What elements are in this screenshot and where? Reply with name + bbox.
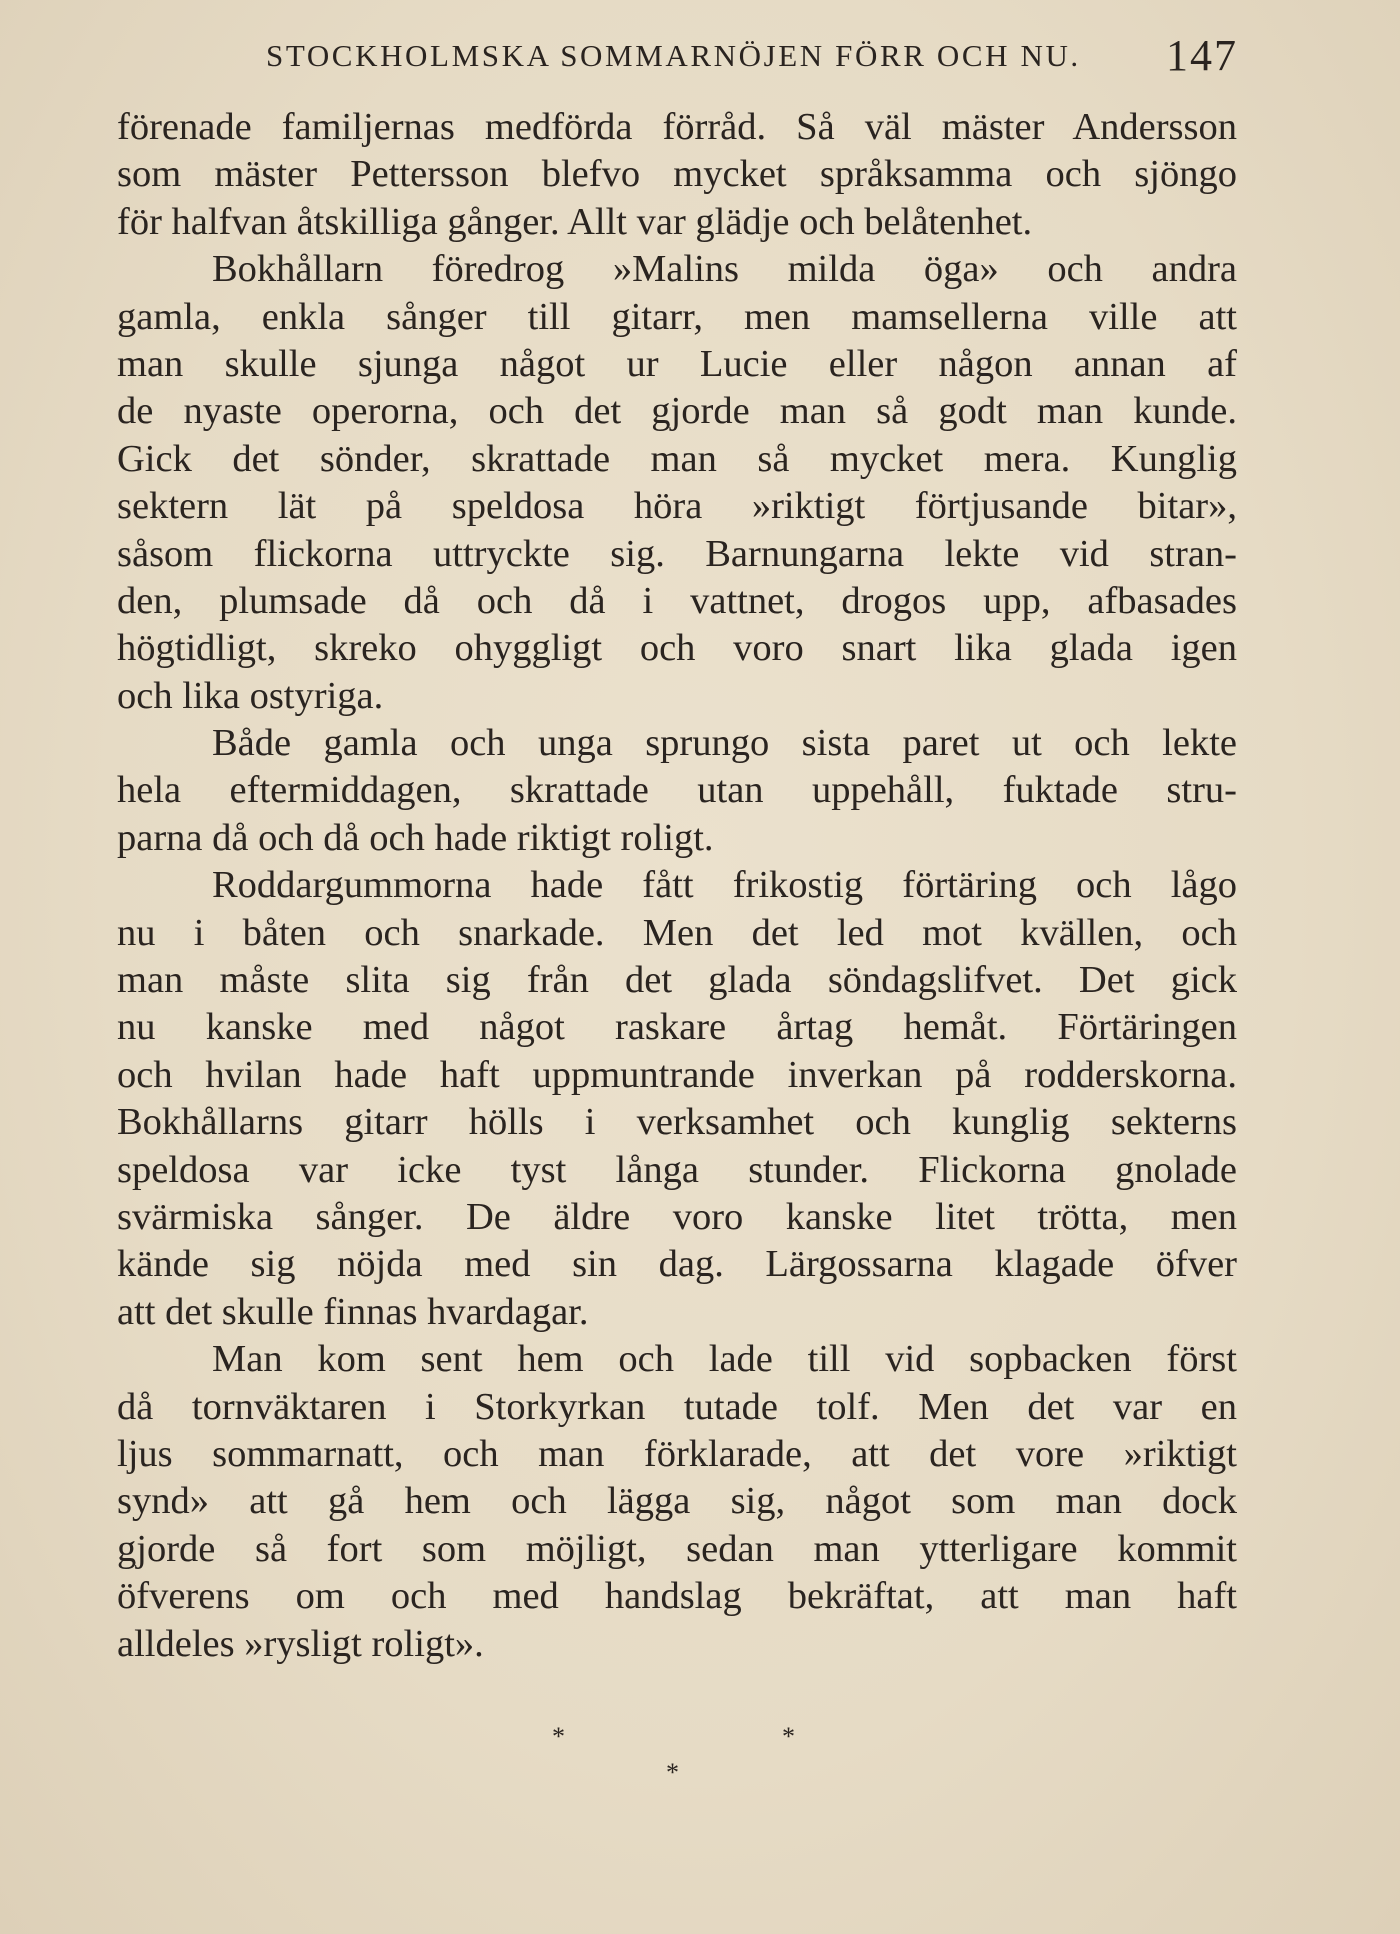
text-line: man skulle sjunga något ur Lucie eller någon annan af — [117, 342, 1237, 385]
text-line: högtidligt, skreko ohyggligt och voro snart lika glada igen — [117, 627, 1237, 670]
paragraph — [117, 104, 1237, 246]
text-line: kände sig nöjda med sin dag. Lärgossarna klagade öfver — [117, 1243, 1237, 1286]
paragraph — [117, 1336, 1237, 1668]
text-line: Gick det sönder, skrattade man så mycket mera. Kunglig — [117, 437, 1237, 480]
text-line: den, plumsade då och då i vattnet, drogos upp, afbasades — [117, 579, 1237, 622]
text-line: som mäster Pettersson blefvo mycket språksamma och sjöngo — [117, 153, 1237, 196]
text-line: Roddargummorna hade fått frikostig förtäring och lågo — [212, 864, 1237, 907]
text-line: och hvilan hade haft uppmuntrande inverkan på rodderskorna. — [117, 1053, 1237, 1096]
text-line: svärmiska sånger. De äldre voro kanske litet trötta, men — [117, 1195, 1237, 1238]
page-header — [266, 30, 1238, 90]
text-line: förenade familjernas medförda förråd. Så väl mäster Andersson — [117, 106, 1237, 148]
asterisk-icon: * — [782, 1722, 795, 1751]
text-line: alldeles »rysligt roligt». — [117, 1622, 484, 1665]
text-line: nu i båten och snarkade. Men det led mot kvällen, och — [117, 911, 1237, 954]
text-line: Man kom sent hem och lade till vid sopbacken först — [212, 1338, 1237, 1381]
text-line: för halfvan åtskilliga gånger. Allt var glädje och belåtenhet. — [117, 200, 1033, 243]
text-line: att det skulle finnas hvardagar. — [117, 1290, 589, 1333]
page-number: 147 — [1166, 31, 1238, 80]
text-line: Både gamla och unga sprungo sista paret ut och lekte — [212, 722, 1237, 765]
text-line: synd» att gå hem och lägga sig, något som man dock — [117, 1480, 1237, 1523]
paragraph — [117, 246, 1237, 720]
body-text — [117, 104, 1237, 1668]
text-line: gamla, enkla sånger till gitarr, men mamsellerna ville att — [117, 295, 1237, 338]
text-line: speldosa var icke tyst långa stunder. Flickorna gnolade — [117, 1148, 1237, 1191]
asterisk-icon: * — [666, 1758, 679, 1787]
text-line: Bokhållarns gitarr hölls i verksamhet och kunglig sekterns — [117, 1101, 1237, 1144]
text-line: parna då och då och hade riktigt roligt. — [117, 816, 714, 859]
text-line: öfverens om och med handslag bekräftat, att man haft — [117, 1575, 1237, 1618]
running-title: STOCKHOLMSKA SOMMARNÖJEN FÖRR OCH NU. — [266, 38, 1081, 73]
text-line: gjorde så fort som möjligt, sedan man ytterligare kommit — [117, 1527, 1237, 1570]
text-line: de nyaste operorna, och det gjorde man så godt man kunde. — [117, 390, 1237, 433]
text-line: såsom flickorna uttryckte sig. Barnungarna lekte vid stran- — [117, 532, 1237, 575]
text-line: man måste slita sig från det glada söndagslifvet. Det gick — [117, 959, 1237, 1002]
paragraph — [117, 720, 1237, 862]
asterisk-icon: * — [552, 1722, 565, 1751]
paragraph — [117, 862, 1237, 1336]
text-line: då tornväktaren i Storkyrkan tutade tolf. Men det var en — [117, 1385, 1237, 1428]
text-line: och lika ostyriga. — [117, 674, 384, 717]
text-line: ljus sommarnatt, och man förklarade, att det vore »riktigt — [117, 1432, 1237, 1475]
asterism-ornament — [0, 1722, 1400, 1792]
text-line: sektern lät på speldosa höra »riktigt förtjusande bitar», — [117, 485, 1237, 528]
text-line: hela eftermiddagen, skrattade utan uppehåll, fuktade stru- — [117, 769, 1237, 812]
text-line: nu kanske med något raskare årtag hemåt. Förtäringen — [117, 1006, 1237, 1049]
text-line: Bokhållarn föredrog »Malins milda öga» och andra — [212, 248, 1237, 291]
